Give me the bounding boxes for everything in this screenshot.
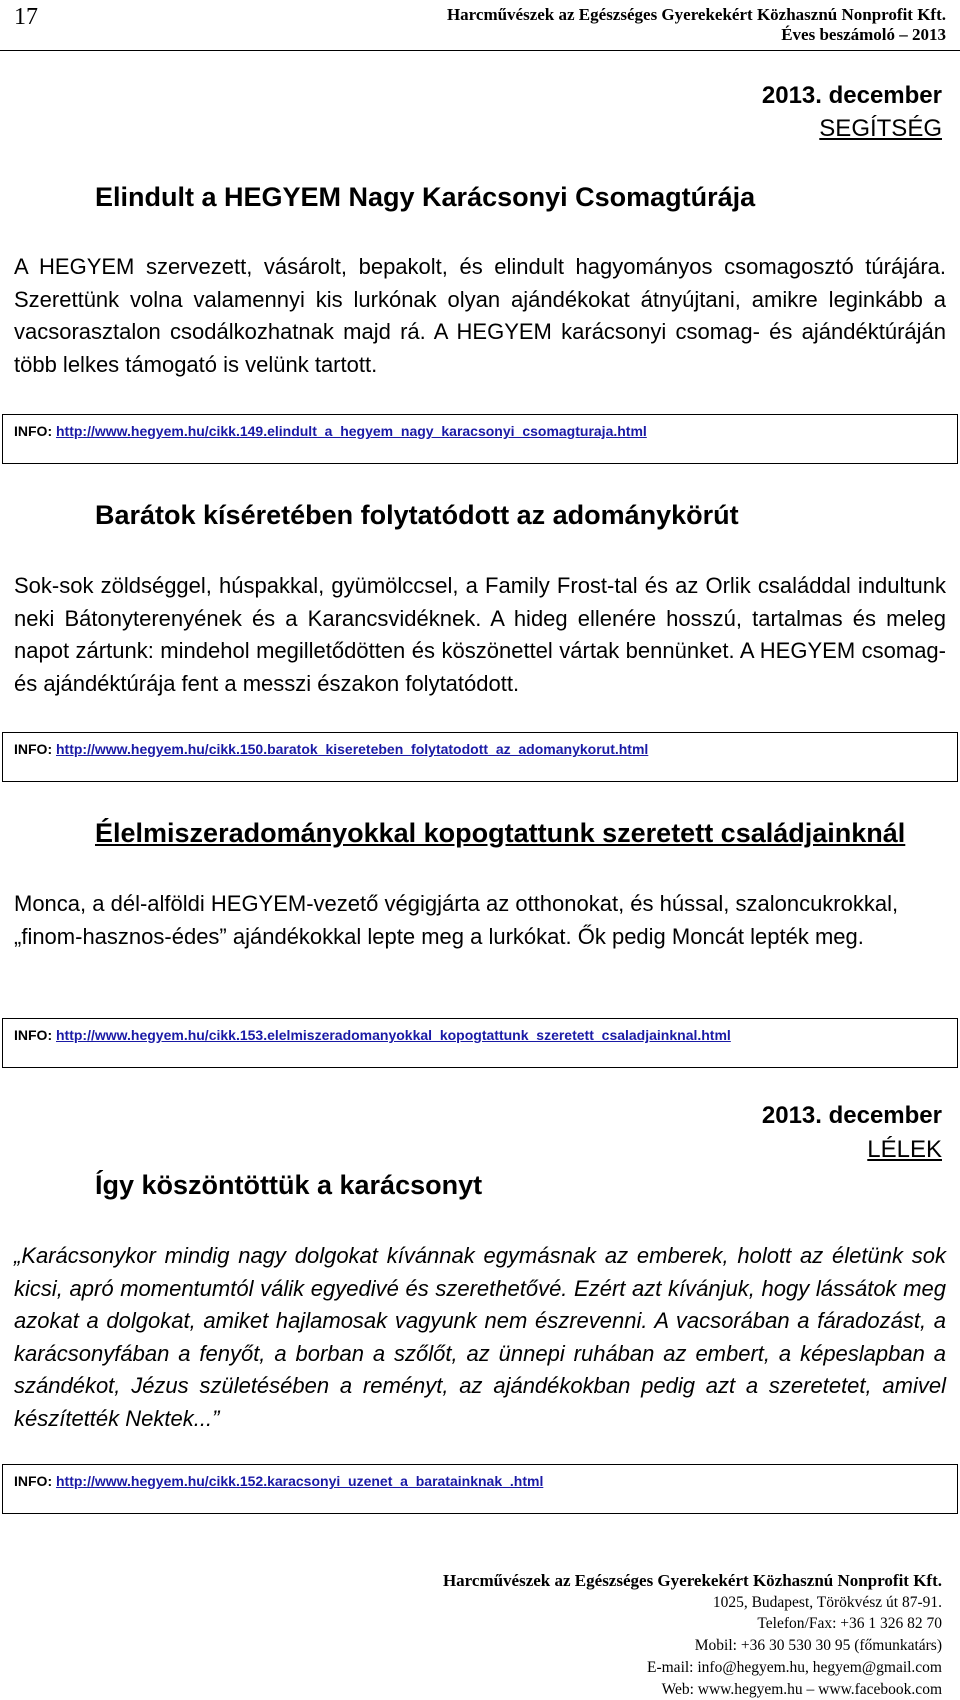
footer	[443, 1570, 942, 1700]
info-label: INFO:	[14, 741, 53, 757]
article-body: A HEGYEM szervezett, vásárolt, bepakolt, és elindult hagyományos csomagosztó túrájára. Szerettünk volna valamennyi kis lurkónak olyan ajándékokat átnyújtani, amikre leginkább a vacsorasztalon csodálkozhatnak majd rá. A HEGYEM karácsonyi csomag- és ajándéktúráján több lelkes támogató is velünk tartott.	[14, 254, 946, 377]
footer-phone: Telefon/Fax: +36 1 326 82 70	[757, 1615, 942, 1633]
footer-web: Web: www.hegyem.hu – www.facebook.com	[661, 1680, 942, 1698]
article-title: Barátok kíséretében folytatódott az adománykörút	[95, 500, 739, 530]
info-box	[2, 732, 958, 782]
section-category: LÉLEK	[867, 1136, 942, 1163]
footer-email: E-mail: info@hegyem.hu, hegyem@gmail.com	[647, 1658, 942, 1676]
info-link[interactable]: http://www.hegyem.hu/cikk.149.elindult_a_hegyem_nagy_karacsonyi_csomagturaja.html	[56, 423, 647, 439]
header-report-title: Éves beszámoló – 2013	[781, 25, 946, 44]
article-body: Sok-sok zöldséggel, húspakkal, gyümölccsel, a Family Frost-tal és az Orlik családdal indultunk neki Bátonyterenyének és a Karancsvidéknek. A hideg ellenére hosszú, tartalmas és meleg napot zártunk: mindehol megilletődötten és köszönettel vártak bennünket. A HEGYEM csomag- és ajándéktúrája fent a messzi északon folytatódott.	[14, 573, 946, 696]
info-link[interactable]: http://www.hegyem.hu/cikk.152.karacsonyi_uzenet_a_baratainknak_.html	[56, 1473, 544, 1489]
footer-organization: Harcművészek az Egészséges Gyerekekért Közhasznú Nonprofit Kft.	[442, 1571, 942, 1590]
page-number: 17	[14, 4, 38, 30]
article-title: Így köszöntöttük a karácsonyt	[95, 1170, 483, 1200]
header-organization: Harcművészek az Egészséges Gyerekekért Közhasznú Nonprofit Kft.	[446, 5, 946, 24]
info-box	[2, 1018, 958, 1068]
footer-mobile: Mobil: +36 30 530 30 95 (főmunkatárs)	[694, 1637, 942, 1655]
article-title: Élelmiszeradományokkal kopogtattunk szeretett családjainknál	[95, 818, 906, 848]
info-link[interactable]: http://www.hegyem.hu/cikk.150.baratok_kisereteben_folytatodott_az_adomanykorut.html	[56, 741, 649, 757]
article-title: Elindult a HEGYEM Nagy Karácsonyi Csomagtúrája	[95, 182, 756, 212]
article-quote: „Karácsonykor mindig nagy dolgokat kívánnak egymásnak az emberek, holott az életünk sok kicsi, apró momentumtól válik egyedivé és szerethetővé. Ezért azt kívánjuk, hogy lássátok meg azokat a dolgokat, amiket hajlamosak vagyunk nem észrevenni. A vacsorában a fáradozást, a karácsonyfában a fenyőt, a borban a szőlőt, az ünnepi ruhában az embert, a képeslapban a szándékot, Jézus születésében a reményt, az ajándékokban pedig azt a szeretetet, amivel készítették Nektek...”	[14, 1243, 946, 1431]
section-category: SEGÍTSÉG	[819, 115, 942, 142]
info-box	[2, 414, 958, 464]
info-box	[2, 1464, 958, 1514]
info-label: INFO:	[14, 423, 53, 439]
header-divider	[0, 50, 960, 51]
section-date: 2013. december	[761, 1102, 942, 1129]
article-body: Monca, a dél-alföldi HEGYEM-vezető végigjárta az otthonokat, és hússal, szaloncukrokkal, „finom-hasznos-édes” ajándékokkal lepte meg a lurkókat. Ők pedig Moncát lepték meg.	[14, 891, 899, 949]
footer-address: 1025, Budapest, Törökvész út 87-91.	[712, 1593, 942, 1611]
section-date: 2013. december	[761, 82, 942, 109]
info-label: INFO:	[14, 1027, 53, 1043]
info-link[interactable]: http://www.hegyem.hu/cikk.153.elelmiszeradomanyokkal_kopogtattunk_szeretett_csaladjainknal.html	[56, 1027, 731, 1043]
info-label: INFO:	[14, 1473, 53, 1489]
